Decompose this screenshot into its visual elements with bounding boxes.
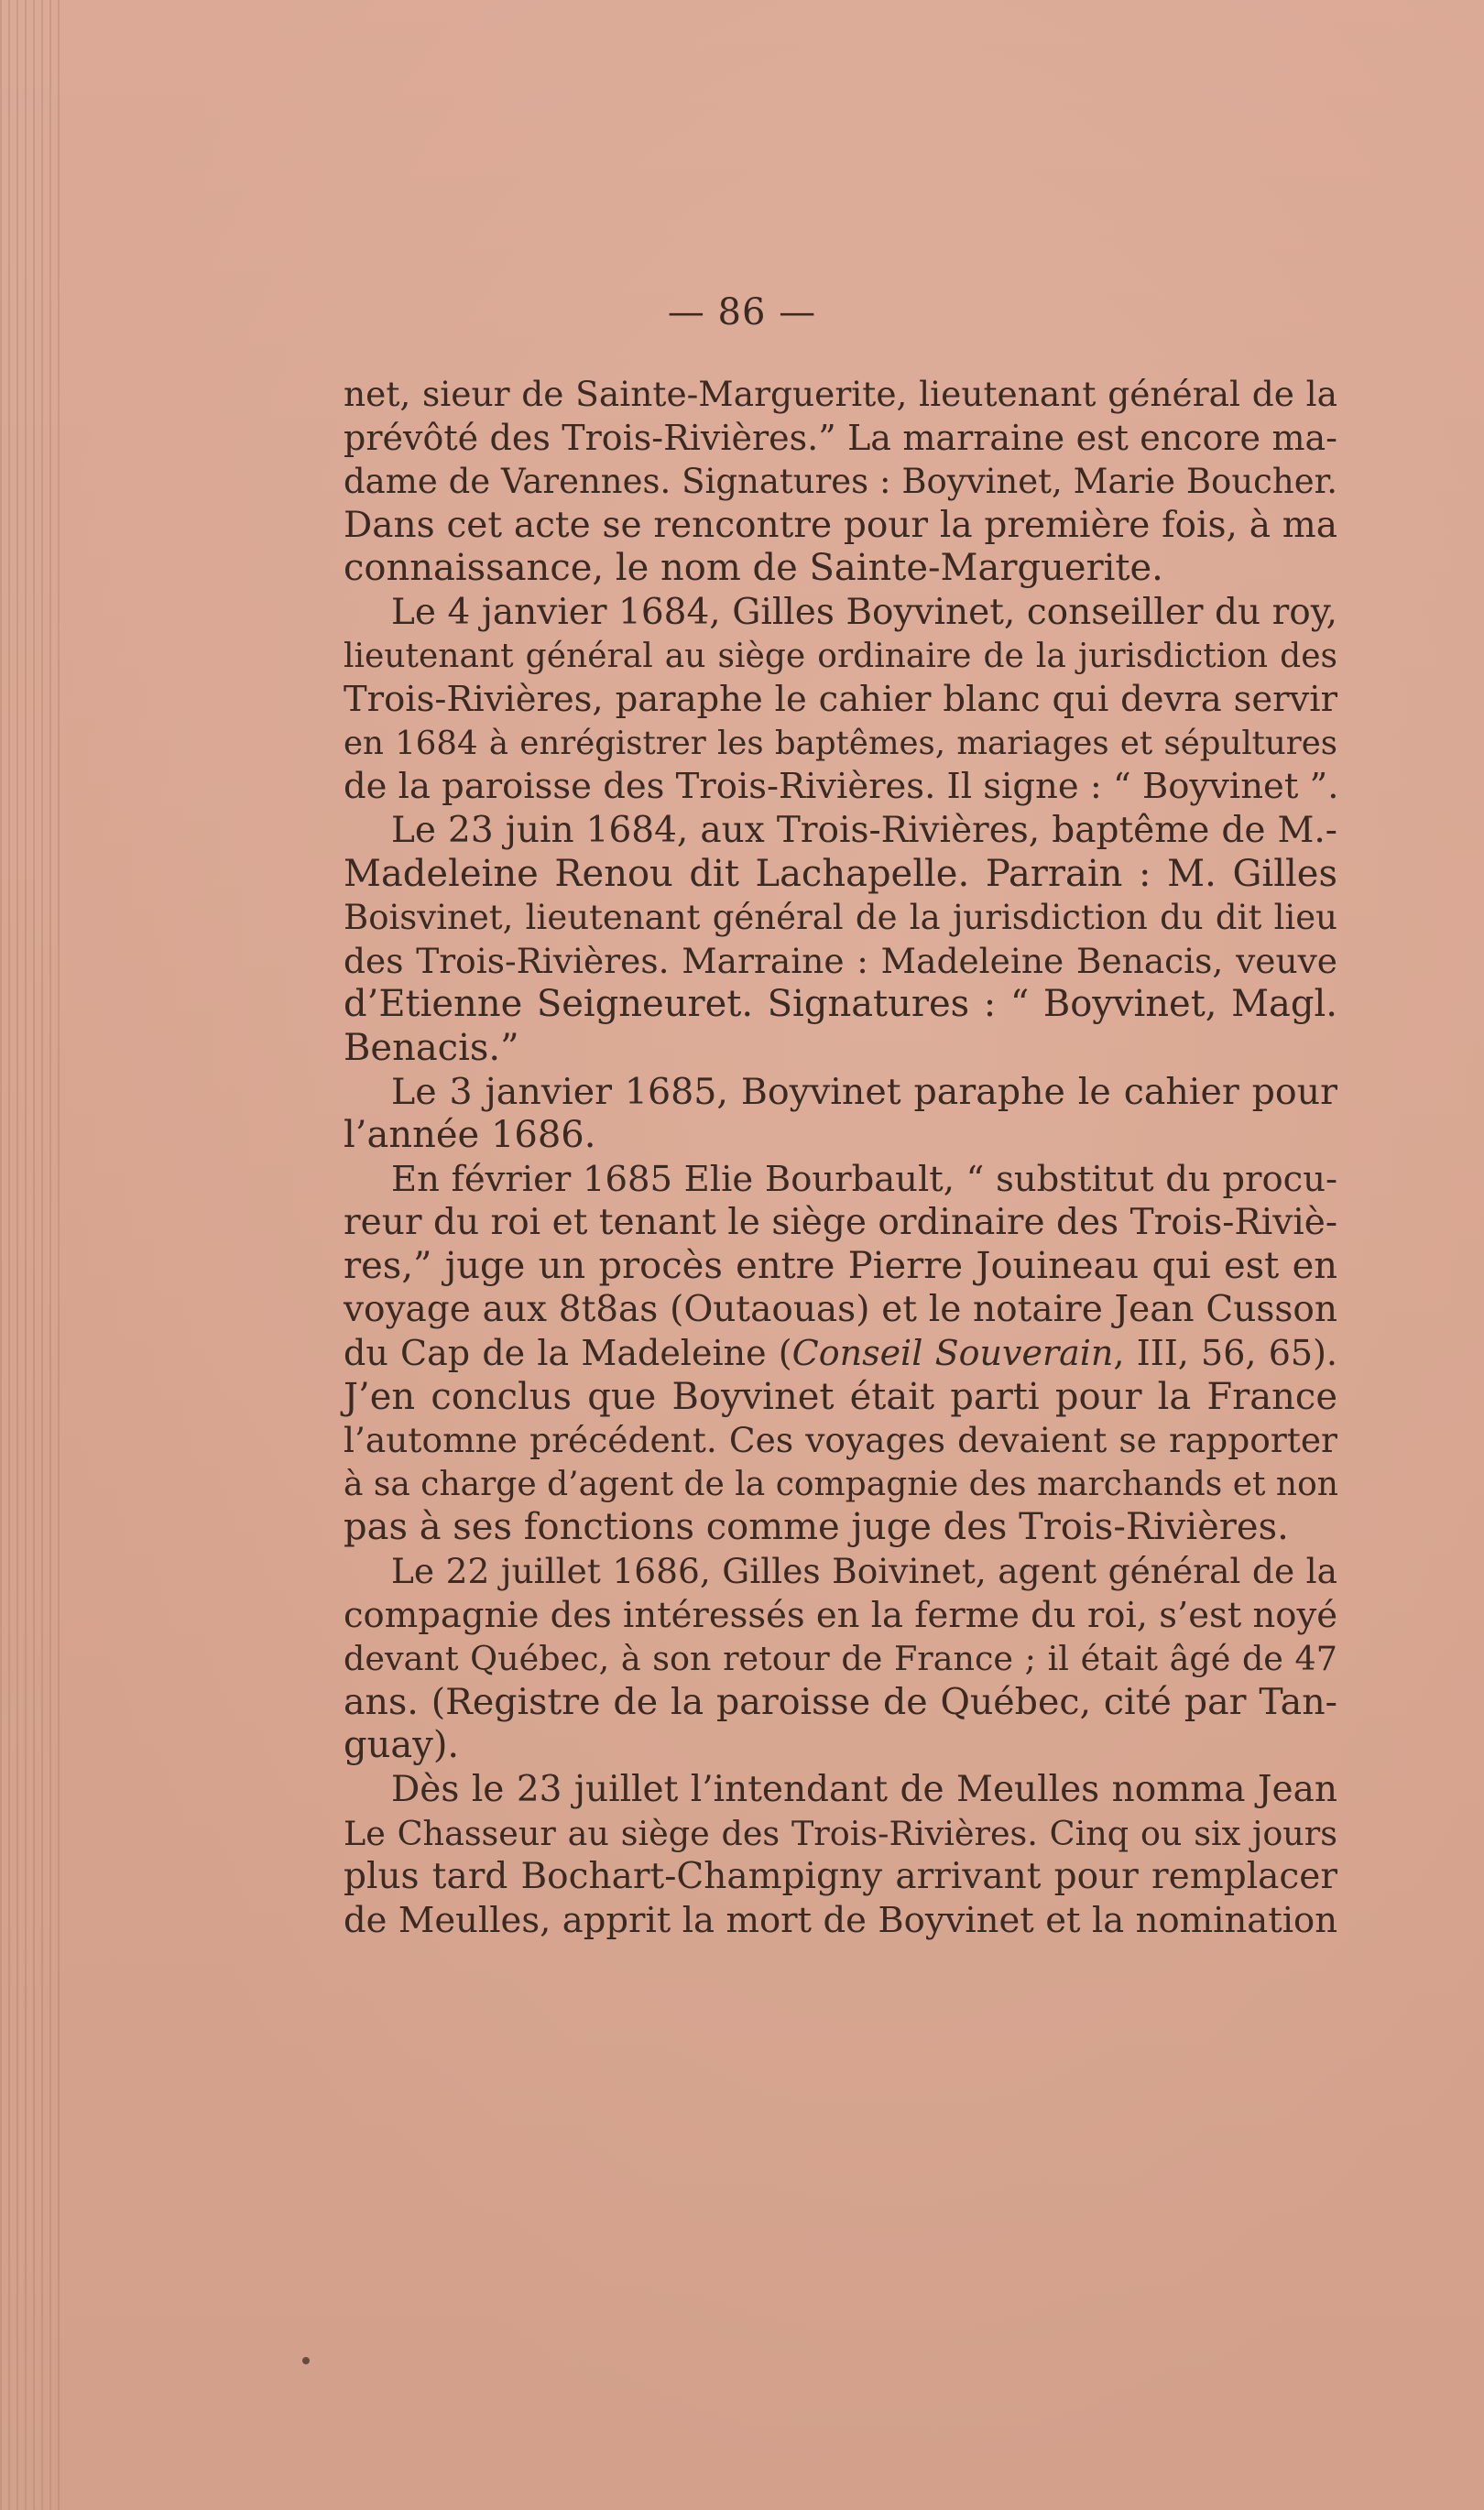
text-line: en 1684 à enrégistrer les baptêmes, mariages et sépultures bbox=[344, 724, 1337, 762]
text-line: Benacis.” bbox=[344, 1026, 519, 1069]
text-line: de Meulles, apprit la mort de Boyvinet et la nomination bbox=[344, 1899, 1337, 1941]
text-line: compagnie des intéressés en la ferme du roi, s’est noyé bbox=[344, 1594, 1337, 1636]
binding-edge bbox=[0, 0, 64, 2510]
text-line: lieutenant général au siège ordinaire de la jurisdiction des bbox=[344, 637, 1337, 675]
text-line: d’Etienne Seigneuret. Signatures : “ Boyvinet, Magl. bbox=[344, 983, 1337, 1026]
text-line: Boisvinet, lieutenant général de la jurisdiction du dit lieu bbox=[344, 898, 1337, 938]
text-line: l’automne précédent. Ces voyages devaient se rapporter bbox=[344, 1420, 1337, 1461]
text-line: res,” juge un procès entre Pierre Jouineau qui est en bbox=[344, 1244, 1337, 1287]
text-line: J’en conclus que Boyvinet était parti pour la France bbox=[344, 1375, 1337, 1418]
text-line: Dès le 23 juillet l’intendant de Meulles nomma Jean bbox=[391, 1769, 1337, 1810]
text-line: Le Chasseur au siège des Trois-Rivières. Cinq ou six jours bbox=[344, 1813, 1337, 1853]
text-line: connaissance, le nom de Sainte-Marguerite. bbox=[344, 547, 1163, 590]
text-line: voyage aux 8t8as (Outaouas) et le notaire Jean Cusson bbox=[344, 1289, 1337, 1331]
text-line: devant Québec, à son retour de France ; il était âgé de 47 bbox=[344, 1639, 1337, 1679]
text-line: l’année 1686. bbox=[344, 1114, 596, 1157]
text-line: Dans cet acte se rencontre pour la première fois, à ma bbox=[344, 504, 1337, 546]
text-line: Le 23 juin 1684, aux Trois-Rivières, baptême de M.- bbox=[391, 809, 1337, 851]
text-line: pas à ses fonctions comme juge des Trois-Rivières. bbox=[344, 1506, 1289, 1549]
text-line: Le 4 janvier 1684, Gilles Boyvinet, conseiller du roy, bbox=[391, 591, 1337, 633]
text-line: prévôté des Trois-Rivières.” La marraine est encore ma- bbox=[344, 417, 1337, 458]
ink-spot bbox=[302, 2357, 310, 2364]
text-line: de la paroisse des Trois-Rivières. Il signe : “ Boyvinet ”. bbox=[344, 766, 1339, 808]
cited-title: Conseil Souverain bbox=[791, 1333, 1114, 1374]
text-line: plus tard Bochart-Champigny arrivant pour remplacer bbox=[344, 1856, 1337, 1898]
text-line: Madeleine Renou dit Lachapelle. Parrain : M. Gilles bbox=[344, 852, 1337, 895]
text-line: dame de Varennes. Signatures : Boyvinet, Marie Boucher. bbox=[344, 462, 1337, 502]
text-line: guay). bbox=[344, 1724, 460, 1767]
text-line: net, sieur de Sainte-Marguerite, lieutenant général de la bbox=[344, 374, 1337, 414]
text-line: reur du roi et tenant le siège ordinaire des Trois-Riviè- bbox=[344, 1202, 1337, 1244]
text-line: du Cap de la Madeleine (Conseil Souverain, III, 56, 65). bbox=[344, 1333, 1337, 1374]
text-line: ans. (Registre de la paroisse de Québec, cité par Tan- bbox=[344, 1680, 1337, 1723]
text-line: Le 22 juillet 1686, Gilles Boivinet, agent général de la bbox=[391, 1551, 1337, 1592]
text-line: Le 3 janvier 1685, Boyvinet paraphe le cahier pour bbox=[391, 1070, 1337, 1113]
page-number: — 86 — bbox=[667, 291, 817, 333]
text-line: En février 1685 Elie Bourbault, “ substitut du procu- bbox=[391, 1158, 1337, 1200]
text-line: Trois-Rivières, paraphe le cahier blanc qui devra servir bbox=[344, 679, 1337, 721]
text-line: à sa charge d’agent de la compagnie des marchands et non bbox=[344, 1465, 1338, 1503]
text-line: des Trois-Rivières. Marraine : Madeleine Benacis, veuve bbox=[344, 940, 1337, 981]
body-text bbox=[344, 373, 1337, 1942]
